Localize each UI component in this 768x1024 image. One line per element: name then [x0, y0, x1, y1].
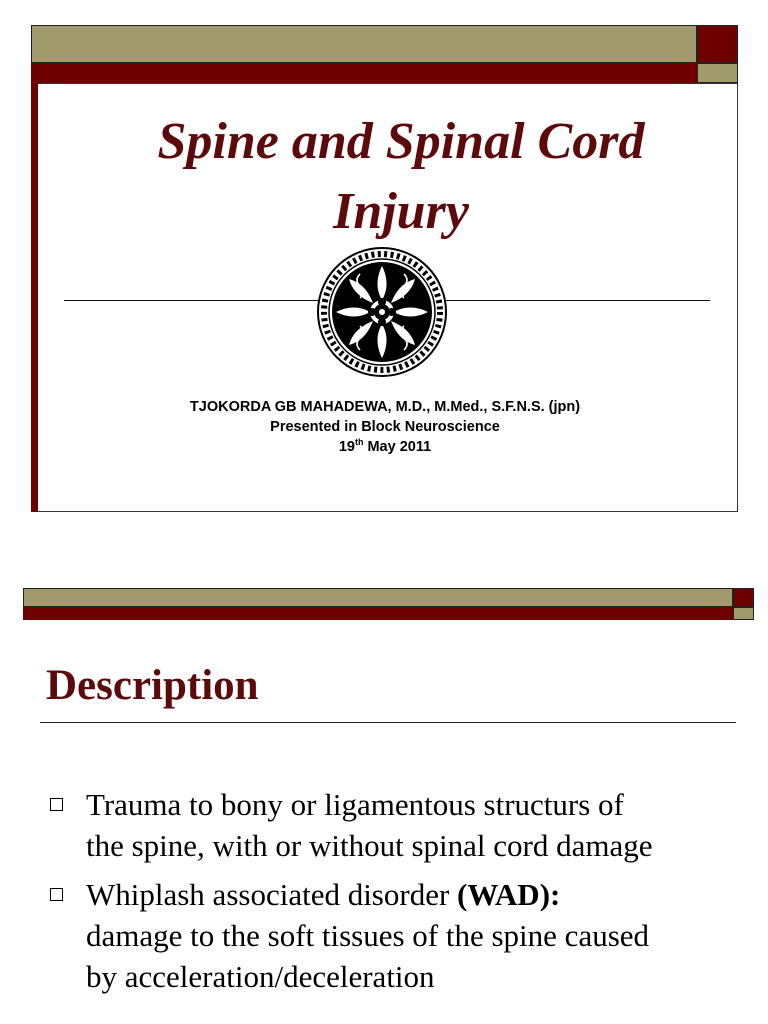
heading-divider-rule: [40, 722, 736, 723]
header-corner-square-top: [697, 25, 738, 63]
slide-title: [71, 107, 731, 247]
date-rest: May 2011: [363, 439, 432, 455]
university-seal-icon: [316, 246, 448, 378]
bullet-text-line: damage to the soft tissues of the spine caused: [86, 918, 650, 953]
slide-heading: Description: [46, 662, 259, 709]
header-bar-maroon: [31, 63, 697, 83]
date-day: 19: [338, 439, 355, 455]
header-bar-olive: [31, 25, 697, 63]
presented-in: Presented in Block Neuroscience: [270, 419, 500, 435]
bullet-item: [46, 784, 746, 866]
title-line-2: Injury: [333, 183, 469, 240]
header-bar-maroon: [23, 607, 733, 620]
bullet-text-line: Trauma to bony or ligamentous structurs of: [86, 787, 624, 822]
header-corner-square-bottom: [697, 63, 738, 83]
bullet-text-line: [86, 874, 746, 915]
bullet-item: [46, 874, 746, 997]
bullet-bold-term: (WAD):: [457, 877, 561, 912]
bullet-text-line: by acceleration/deceleration: [86, 959, 435, 994]
header-bar-olive: [23, 588, 733, 607]
author-name: TJOKORDA GB MAHADEWA, M.D., M.Med., S.F.N.S. (jpn): [189, 399, 581, 415]
left-accent-bar: [31, 83, 38, 512]
description-slide: [23, 588, 754, 1024]
header-corner-square-bottom: [733, 607, 754, 620]
bullet-list: [46, 784, 746, 997]
square-bullet-icon: [50, 798, 63, 811]
header-corner-square-top: [733, 588, 754, 607]
bullet-text: Whiplash associated disorder: [86, 877, 458, 912]
square-bullet-icon: [50, 888, 63, 901]
presentation-date: [60, 437, 710, 457]
title-line-1: Spine and Spinal Cord: [157, 113, 645, 170]
bullet-text-line: the spine, with or without spinal cord damage: [86, 828, 653, 863]
date-suffix: th: [354, 437, 364, 448]
author-credits: [60, 397, 710, 457]
